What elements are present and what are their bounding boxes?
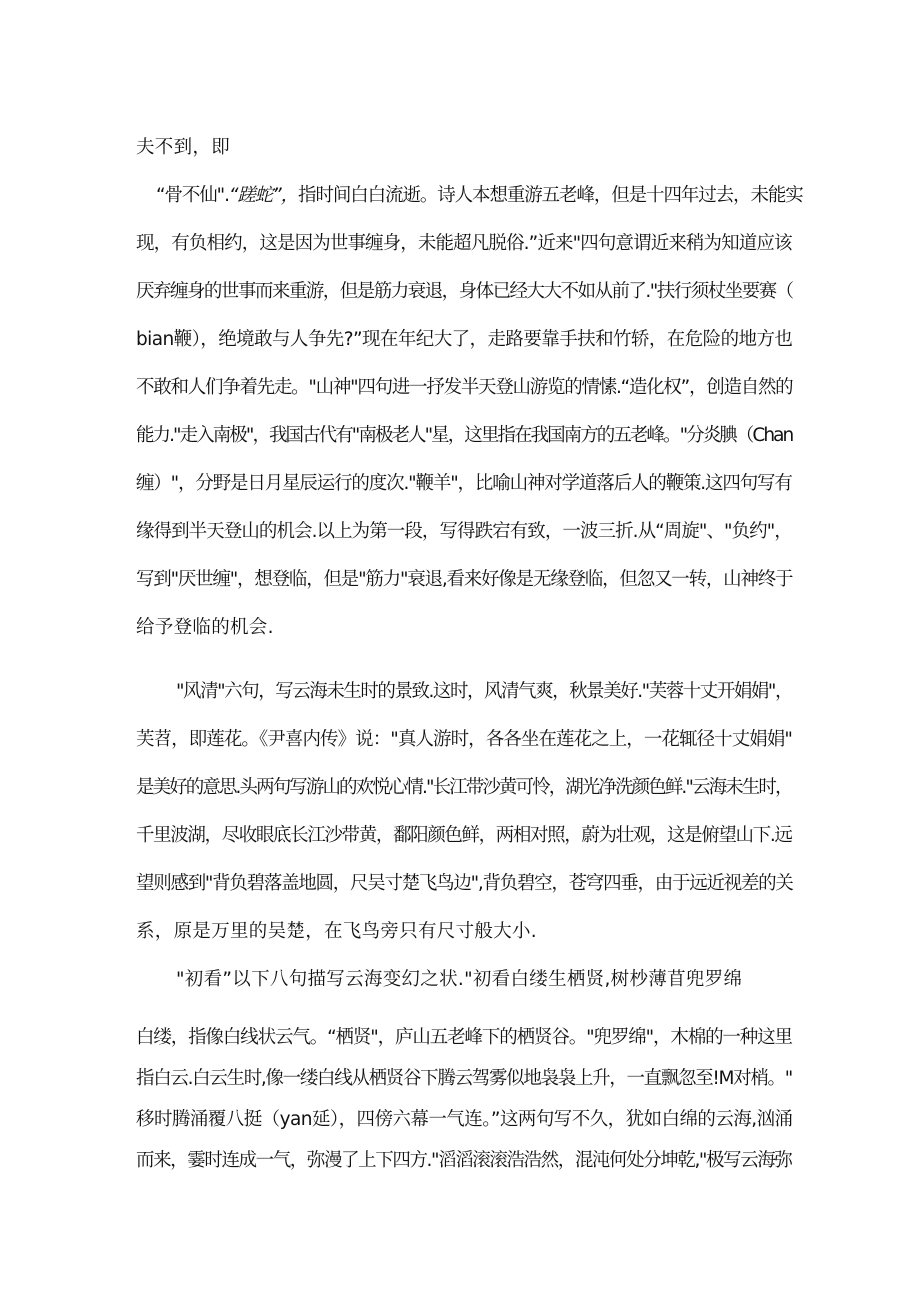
text-line: 给予登临的机会.	[136, 617, 274, 638]
text-line: 现，有负相约，这是因为世事缠身，未能超凡脱俗.”近来"四句意谓近来稍为知道应该	[136, 233, 792, 254]
text-line: 而来，霎时连成一气，弥漫了上下四方."滔滔滚滚浩浩然，混沌何处分坤乾,"极写云海弥	[136, 1150, 792, 1171]
text-line: 不敢和人们争着先走。"山神"四句进一抒发半天登山游览的情愫.“造化权”，创造自然的	[136, 377, 793, 398]
text-line: 芙苕，即莲花。《尹喜内传》说："真人游时，各各坐在莲花之上，一花辄径十丈娟娟"	[136, 729, 793, 750]
quote-fragment-italic: “蹉蛇”，	[228, 185, 299, 206]
text-line: 白缕，指像白线状云气。“栖贤"，庐山五老峰下的栖贤谷。"兜罗绵"，木棉的一种这里	[136, 1027, 792, 1048]
text-line: 系，原是万里的吴楚，在飞鸟旁只有尺寸般大小.	[136, 921, 537, 942]
text-line	[156, 184, 803, 208]
text-line: 缠）"，分野是日月星辰运行的度次."鞭羊"，比喻山神对学道落后人的鞭策.这四句写有	[136, 473, 792, 494]
text-line: 夫不到，即	[136, 137, 231, 158]
quote-fragment: “骨不仙".	[156, 185, 229, 206]
text-line: "风清"六句，写云海未生时的景致.这时，风清气爽，秋景美好."芙蓉十丈开娟娟"，	[176, 681, 793, 702]
text-line: 写到"厌世缠"，想登临，但是"筋力"衰退,看来好像是无缘登临，但忽又一转，山神终于	[136, 569, 793, 590]
text-line: bian鞭），绝境敢与人争先?”现在年纪大了，走路要靠手扶和竹轿，在危险的地方也	[136, 329, 793, 350]
text-line: 千里波湖，尽收眼底长江沙带黄，鄱阳颜色鲜，两相对照，蔚为壮观，这是俯望山下.远	[136, 825, 792, 846]
text-line: "初看”以下八句描写云海变幻之状."初看白缕生栖贤,树杪薄苜兜罗绵	[176, 969, 743, 990]
text-line: 能力."走入南极"，我国古代有"南极老人"星，这里指在我国南方的五老峰。"分炎腆（Chan	[136, 425, 793, 446]
text-line: 移时腾涌覆八挺（yan延），四傍六幕一气连。”这两句写不久，犹如白绵的云海,汹涌	[136, 1109, 793, 1130]
text-line: 是美好的意思.头两句写游山的欢悦心情."长江带沙黄可怜，湖光净洗颜色鲜."云海未生时，	[136, 777, 792, 798]
text-line: 缘得到半天登山的机会.以上为第一段，写得跌宕有致，一波三折.从“周旋"、"负约"，	[136, 521, 792, 542]
text-line: 指白云.白云生时,像一缕白线从栖贤谷下腾云驾雾似地袅袅上升，一直飘忽至!M对梢。"	[136, 1068, 792, 1089]
text-line: 望则感到"背负碧落盖地圆，尺吴寸楚飞鸟边",背负碧空，苍穹四垂，由于远近视差的关	[136, 873, 793, 894]
text-line: 厌弃缠身的世事而来重游，但是筋力衰退，身体已经大大不如从前了."扶行须杖坐要赛（	[136, 281, 793, 302]
text-fragment: 指时间白白流逝。诗人本想重游五老峰，但是十四年过去，未能实	[298, 185, 803, 206]
